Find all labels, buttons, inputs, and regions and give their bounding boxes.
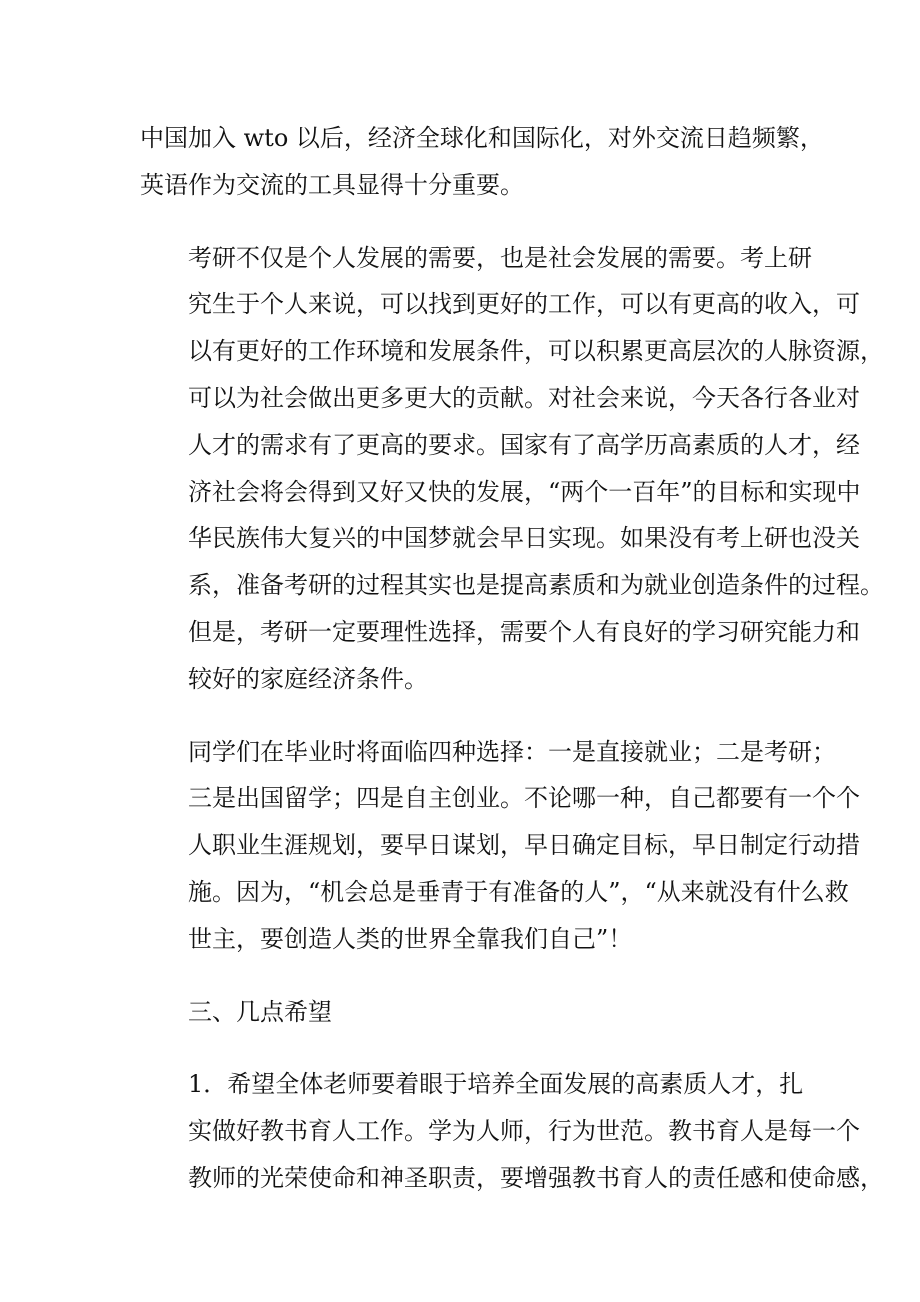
text-line: 人职业生涯规划，要早日谋划，早日确定目标，早日制定行动措 xyxy=(188,831,860,860)
text-line: 济社会将会得到又好又快的发展，“两个一百年”的目标和实现中 xyxy=(188,477,861,506)
text-line: 三、几点希望 xyxy=(188,997,332,1026)
document-body xyxy=(140,115,884,1228)
text-line: 考研不仅是个人发展的需要，也是社会发展的需要。考上研 xyxy=(188,243,812,272)
text-line: 系，准备考研的过程其实也是提高素质和为就业创造条件的过程。 xyxy=(188,571,884,600)
text-line: 较好的家庭经济条件。 xyxy=(188,664,428,693)
text-line: 人才的需求有了更高的要求。国家有了高学历高素质的人才，经 xyxy=(188,430,860,459)
text-line: 英语作为交流的工具显得十分重要。 xyxy=(140,170,524,199)
text-line: 三是出国留学；四是自主创业。不论哪一种，自己都要有一个个 xyxy=(188,784,860,813)
text-line: 1．希望全体老师要着眼于培养全面发展的高素质人才，扎 xyxy=(188,1070,804,1099)
paragraph-wto-english xyxy=(140,115,824,209)
text-line: 世主，要创造人类的世界全靠我们自己”！ xyxy=(188,924,633,953)
text-line: 中国加入 wto 以后，经济全球化和国际化，对外交流日趋频繁， xyxy=(140,124,824,152)
section-heading-hopes xyxy=(140,989,785,1036)
text-line: 华民族伟大复兴的中国梦就会早日实现。如果没有考上研也没关 xyxy=(188,524,860,553)
text-line: 但是，考研一定要理性选择，需要个人有良好的学习研究能力和 xyxy=(188,617,860,646)
text-line: 教师的光荣使命和神圣职责，要增强教书育人的责任感和使命感， xyxy=(188,1163,884,1192)
text-line: 可以为社会做出更多更大的贡献。对社会来说，今天各行各业对 xyxy=(188,383,860,412)
paragraph-hope-teachers xyxy=(140,1061,884,1201)
text-line: 施。因为，“机会总是垂青于有准备的人”，“从来就没有什么救 xyxy=(188,877,849,906)
text-line: 实做好教书育人工作。学为人师，行为世范。教书育人是每一个 xyxy=(188,1117,860,1146)
paragraph-four-choices xyxy=(140,729,860,963)
text-line: 究生于个人来说，可以找到更好的工作，可以有更高的收入，可 xyxy=(188,290,860,319)
text-line: 以有更好的工作环境和发展条件，可以积累更高层次的人脉资源， xyxy=(188,337,884,366)
text-line: 同学们在毕业时将面临四种选择：一是直接就业；二是考研； xyxy=(188,737,836,766)
paragraph-graduate-exam xyxy=(140,235,884,703)
